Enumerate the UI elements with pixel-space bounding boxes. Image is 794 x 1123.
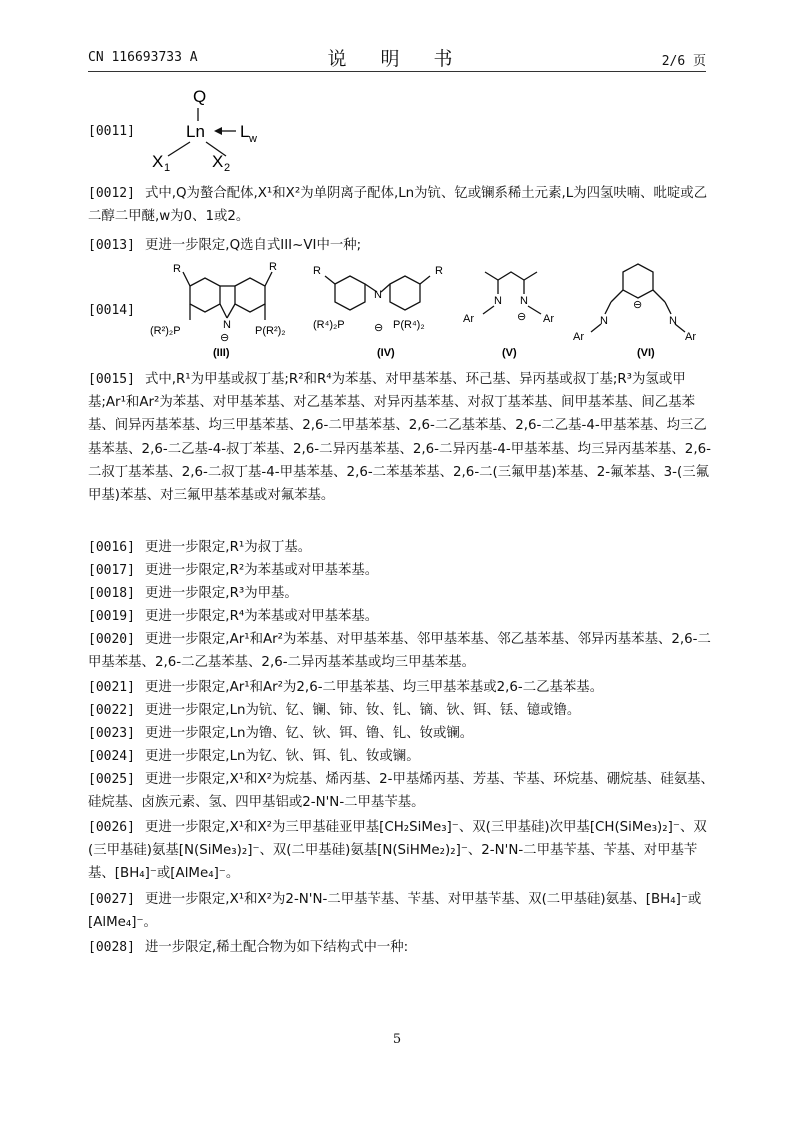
label-V: (V) [502, 347, 517, 359]
paragraph-0022 [88, 699, 714, 722]
label-charge: ⊖ [220, 332, 230, 344]
paragraph-text: 更进一步限定,Ar¹和Ar²为2,6-二甲基苯基、均三甲基苯基或2,6-二乙基苯基。 [144, 680, 604, 695]
paragraph-number: [0028] [88, 940, 135, 955]
label-R1: R [173, 263, 181, 275]
paragraph-number: [0020] [88, 632, 135, 647]
paragraph-number: [0021] [88, 680, 135, 695]
paragraph-text: 更进一步限定,X¹和X²为三甲基硅亚甲基[CH₂SiMe₃]⁻、双(三甲基硅)次甲基[CH(SiMe₃)₂]⁻、双(三甲基硅)氨基[N(SiMe₃)₂]⁻、双(二甲基硅)氨基[N(SiHMe₂)₂]⁻、2-N'N-二甲基苄基、苄基、对甲基苄基、[BH₄]⁻或[AlMe₄]⁻。 [88, 820, 707, 882]
page-number: 5 [392, 1032, 402, 1047]
label-R3: R [313, 265, 321, 277]
paragraph-0021 [88, 676, 714, 699]
label-charge: ⊖ [374, 322, 384, 334]
paragraph-number: [0012] [88, 186, 135, 201]
header-rule [88, 71, 706, 72]
paragraph-0016 [88, 536, 714, 559]
paragraph-number: [0013] [88, 238, 135, 253]
formula-w: w [249, 133, 257, 145]
paragraph-text: 更进一步限定,Ar¹和Ar²为苯基、对甲基苯基、邻甲基苯基、邻乙基苯基、邻异丙基苯基、2,6-二甲基苯基、2,6-二乙基苯基、2,6-二异丙基苯基或均三甲基苯基。 [88, 632, 711, 671]
label-Ar1: Ar [543, 313, 554, 325]
formula-X1-sub: 1 [164, 162, 171, 172]
paragraph-0015 [88, 368, 714, 507]
paragraph-text: 更进一步限定,Ln为钇、钬、铒、钆、钕或镧。 [144, 749, 420, 764]
label-III: (III) [213, 347, 230, 359]
paragraph-text: 更进一步限定,Ln为镥、钇、钬、铒、镥、钆、钕或镧。 [144, 726, 474, 741]
formula-Ln: Ln [186, 122, 205, 141]
paragraph-0012 [88, 182, 714, 228]
label-Ar1: Ar [463, 313, 474, 325]
paragraph-number: [0024] [88, 749, 135, 764]
paragraph-0019 [88, 605, 714, 628]
paragraph-0023 [88, 722, 714, 745]
label-N: N [374, 289, 382, 301]
label-N: N [669, 315, 677, 327]
label-R4P: (R⁴)₂P [313, 319, 345, 331]
label-R2P: (R²)₂P [150, 325, 181, 337]
formula-Q: Q [193, 87, 207, 106]
paragraph-number: [0026] [88, 820, 135, 835]
formula-X2-sub: 2 [224, 162, 231, 172]
paragraph-text: 更进一步限定,R²为苯基或对甲基苯基。 [144, 563, 379, 578]
paragraph-number: [0018] [88, 586, 135, 601]
formula-L: L [240, 122, 250, 141]
label-Ar2: Ar [685, 331, 696, 343]
paragraph-number: [0023] [88, 726, 135, 741]
paragraph-text: 更进一步限定,R¹为叔丁基。 [144, 540, 312, 555]
paragraph-text: 更进一步限定,Ln为钪、钇、镧、铈、钕、钆、镝、钬、铒、铥、镱或镥。 [144, 703, 581, 718]
paragraph-text: 更进一步限定,R³为甲基。 [144, 586, 298, 601]
paragraph-number: [0027] [88, 892, 135, 907]
label-R1: R [269, 261, 277, 273]
paragraph-text: 更进一步限定,X¹和X²为烷基、烯丙基、2-甲基烯丙基、芳基、苄基、环烷基、硼烷基、硅氨基、硅烷基、卤族元素、氢、四甲基铝或2-N'N-二甲基苄基。 [88, 772, 714, 811]
paragraph-0027 [88, 888, 714, 934]
paragraph-text: 更进一步限定,R⁴为苯基或对甲基苯基。 [144, 609, 379, 624]
paragraph-number: [0015] [88, 372, 135, 387]
label-charge: ⊖ [633, 299, 643, 311]
paragraph-text: 式中,Q为螯合配体,X¹和X²为单阴离子配体,Ln为钪、钇或镧系稀土元素,L为四氢呋喃、吡啶或乙二醇二甲醚,w为0、1或2。 [88, 186, 708, 225]
patent-number: CN 116693733 A [88, 50, 198, 65]
paragraph-number: [0011] [88, 124, 135, 139]
paragraph-number: [0022] [88, 703, 135, 718]
paragraph-0026 [88, 816, 714, 886]
label-PR2: P(R²)₂ [255, 325, 286, 337]
formula-X1: X [152, 152, 164, 171]
label-VI: (VI) [637, 347, 655, 359]
paragraph-0024 [88, 745, 714, 768]
label-N: N [600, 315, 608, 327]
formula-X2: X [212, 152, 224, 171]
label-N: N [494, 295, 502, 307]
paragraph-number: [0025] [88, 772, 135, 787]
paragraph-number: [0016] [88, 540, 135, 555]
paragraph-text: 更进一步限定,X¹和X²为2-N'N-二甲基苄基、苄基、对甲基苄基、双(二甲基硅)氨基、[BH₄]⁻或[AlMe₄]⁻。 [88, 892, 702, 931]
general-formula-structure [140, 82, 280, 172]
label-charge: ⊖ [517, 311, 527, 323]
paragraph-text: 式中,R¹为甲基或叔丁基;R²和R⁴为苯基、对甲基苯基、环己基、异丙基或叔丁基;R³为氢或甲基;Ar¹和Ar²为苯基、对甲基苯基、对乙基苯基、对异丙基苯基、对叔丁基苯基、间甲基苯基、间乙基苯基、间异丙基苯基、均三甲基苯基、2,6-二甲基苯基、2,6-二乙基苯基、2,6-二乙基-4-甲基苯基、均三乙基苯基、2,6-二乙基-4-叔丁苯基、2,6-二异丙基苯基、2,6-二异丙基-4-甲基苯基、均三异丙基苯基、2,6-二叔丁基苯基、2,6-二叔丁基-4-甲基苯基、2,6-二苯基苯基、2,6-二(三氟甲基)苯基、2-氟苯基、3-(三氟甲基)苯基、对三氟甲基苯基或对氟苯基。 [88, 372, 711, 504]
paragraph-0013 [88, 234, 714, 257]
label-N: N [223, 319, 231, 331]
paragraph-number: [0014] [88, 303, 135, 318]
label-PR4: P(R⁴)₂ [393, 319, 425, 331]
paragraph-0025 [88, 768, 714, 814]
label-R3: R [435, 265, 443, 277]
page-indicator: 2/6 页 [661, 54, 706, 69]
document-title: 说 明 书 [327, 48, 467, 70]
label-Ar2: Ar [573, 331, 584, 343]
paragraph-0017 [88, 559, 714, 582]
paragraph-0028 [88, 936, 714, 959]
label-N: N [520, 295, 528, 307]
paragraph-text: 进一步限定,稀土配合物为如下结构式中一种: [144, 940, 409, 955]
paragraph-0020 [88, 628, 714, 674]
paragraph-text: 更进一步限定,Q选自式III~VI中一种; [144, 238, 362, 253]
paragraph-0018 [88, 582, 714, 605]
ligand-structures [145, 258, 725, 364]
label-IV: (IV) [377, 347, 395, 359]
paragraph-number: [0017] [88, 563, 135, 578]
paragraph-number: [0019] [88, 609, 135, 624]
